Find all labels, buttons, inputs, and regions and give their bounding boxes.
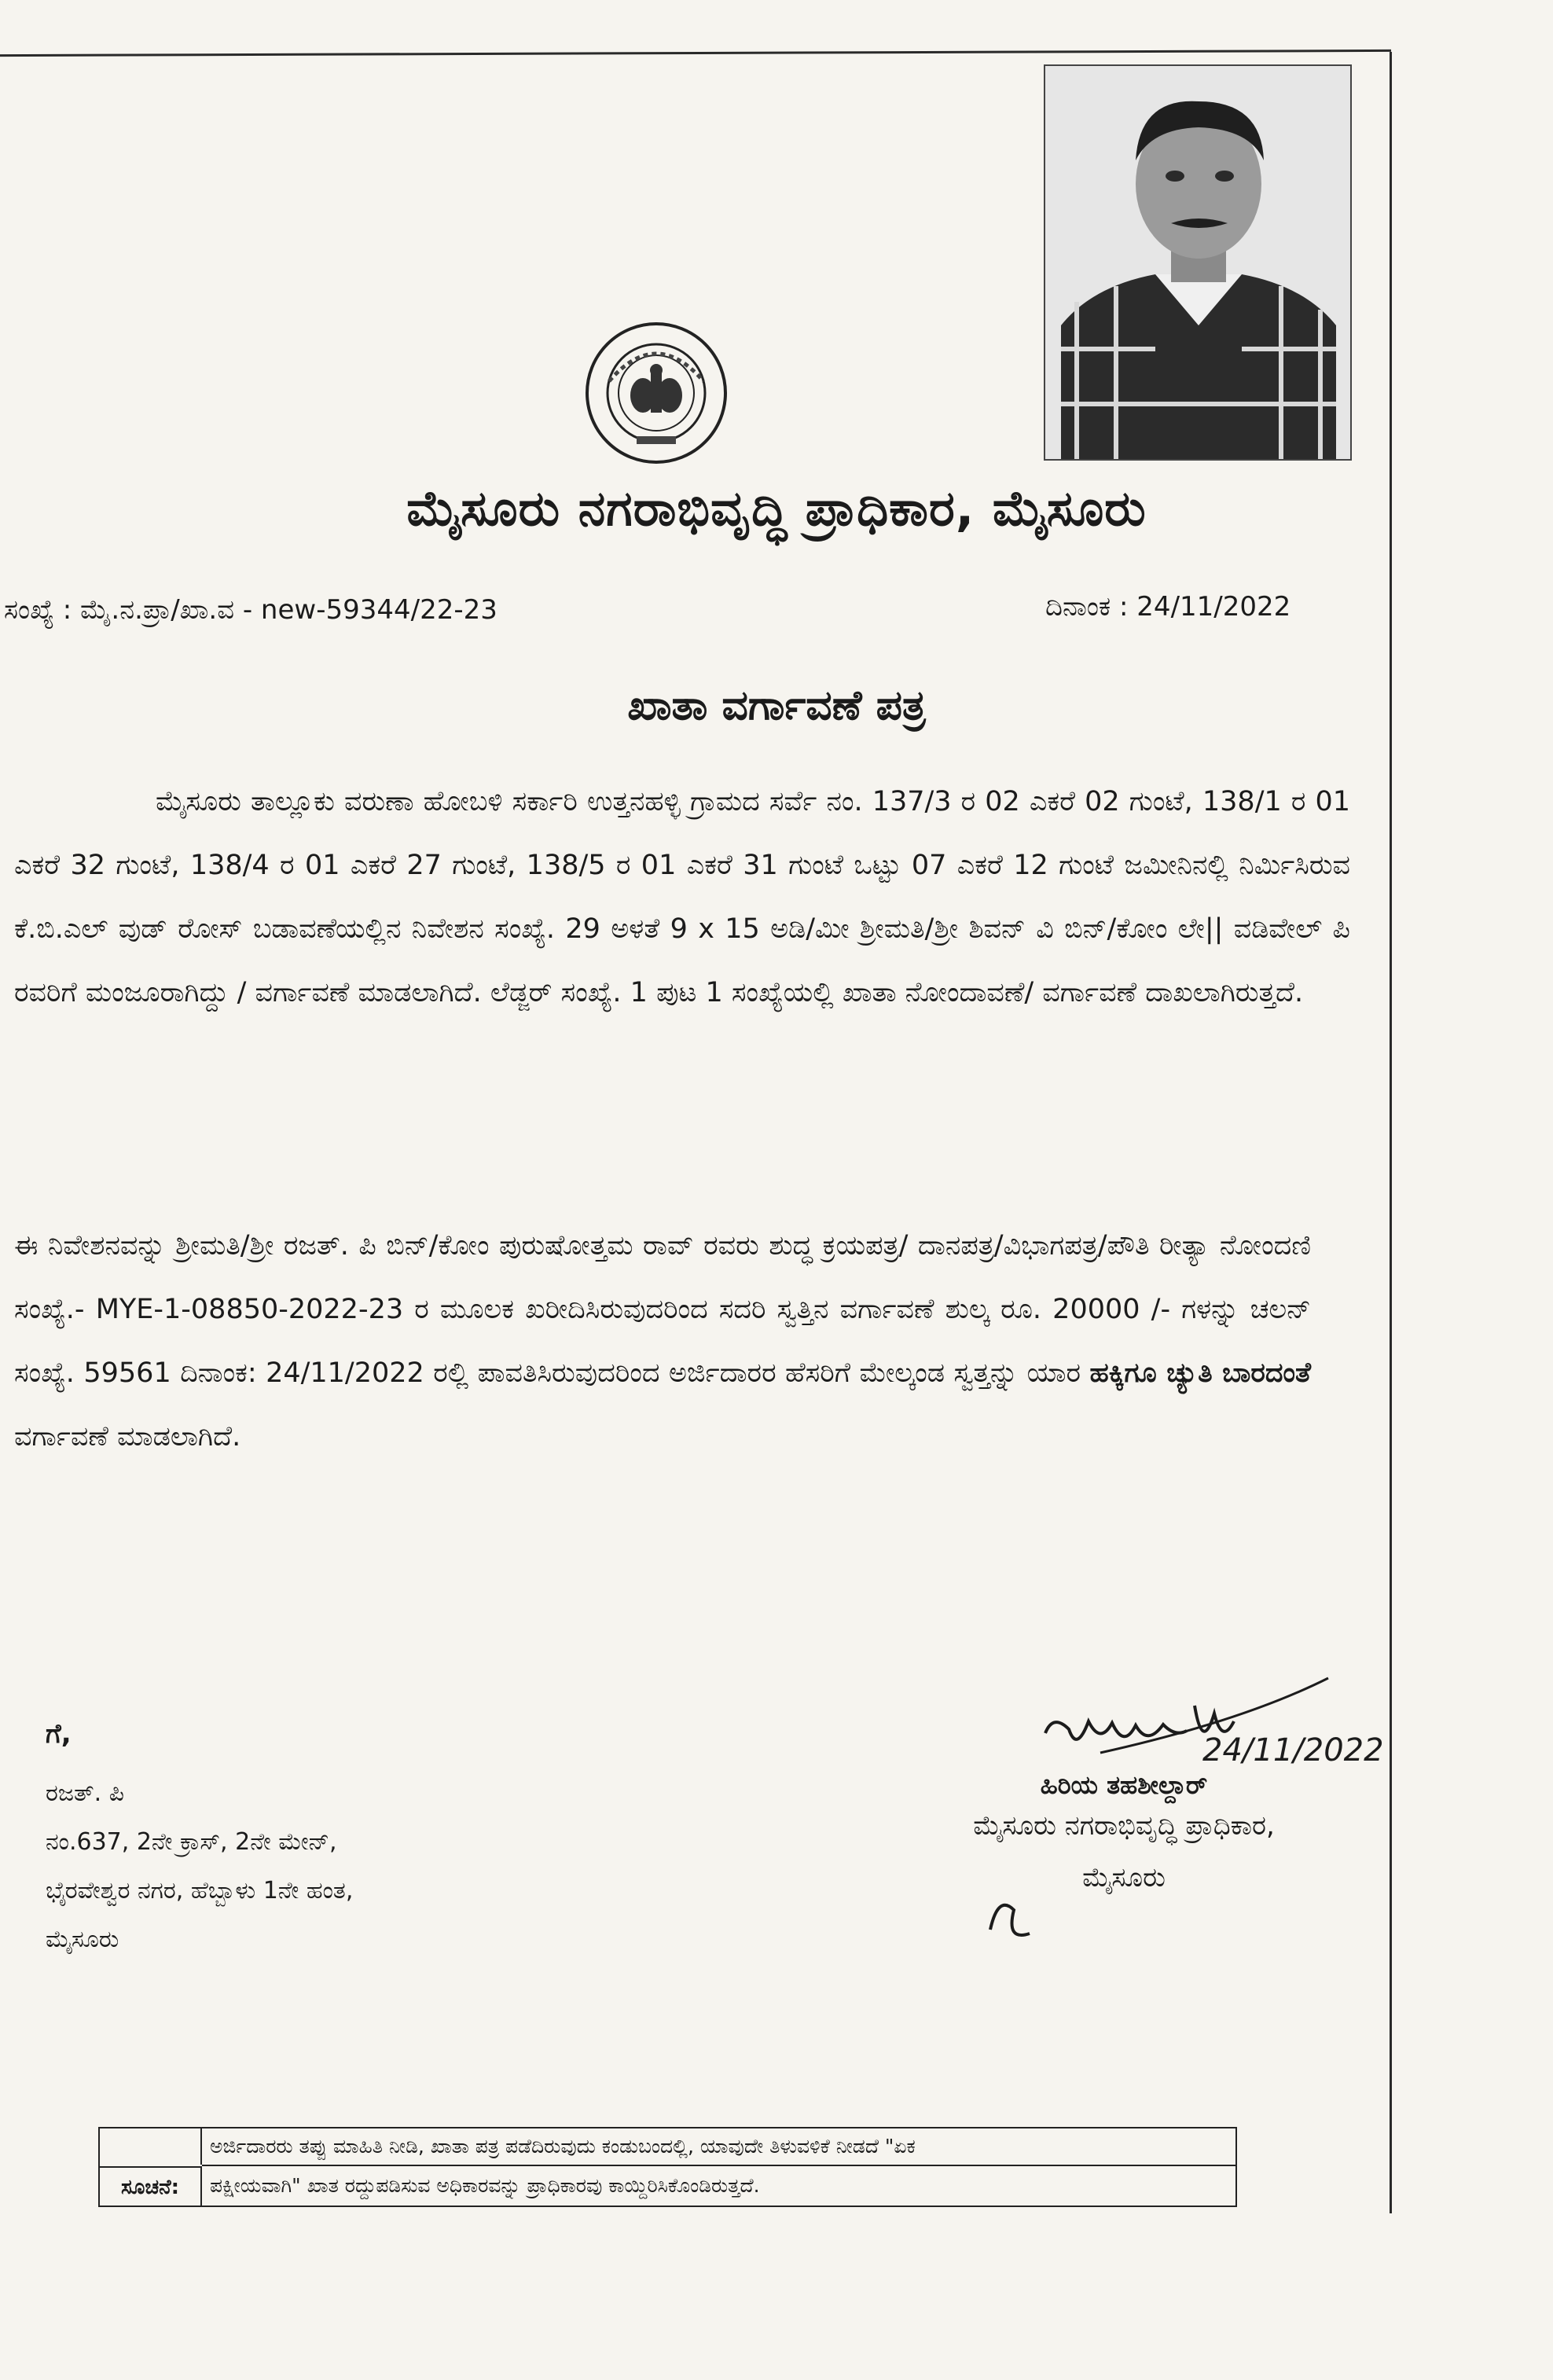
signatory-designation: ಹಿರಿಯ ತಹಶೀಲ್ದಾರ್ [1040, 1770, 1208, 1800]
body-paragraph-2-end: ವರ್ಗಾವಣೆ ಮಾಡಲಾಗಿದೆ. [14, 1421, 241, 1453]
notice-line-1: ಅರ್ಜಿದಾರರು ತಪ್ಪು ಮಾಹಿತಿ ನೀಡಿ, ಖಾತಾ ಪತ್ರ ಪಡೆದಿರುವುದು ಕಂಡುಬಂದಲ್ಲಿ, ಯಾವುದೇ ತಿಳುವಳಿಕೆ ನೀಡದೆ "ಏಕ [210, 2135, 916, 2158]
signatory-city: ಮೈಸೂರು [1082, 1862, 1166, 1893]
body-paragraph-1: ಮೈಸೂರು ತಾಲ್ಲೂಕು ವರುಣಾ ಹೋಬಳಿ ಸರ್ಕಾರಿ ಉತ್ತನಹಳ್ಳಿ ಗ್ರಾಮದ ಸರ್ವೆ ನಂ. 137/3 ರ 02 ಎಕರೆ 02 ಗುಂಟೆ, 138/1 ರ 01 ಎಕರೆ 32 ಗುಂಟೆ, 138/4 ರ 01 ಎಕರೆ 27 ಗುಂಟೆ, 138/5 ರ 01 ಎಕರೆ 31 ಗುಂಟೆ ಒಟ್ಟು 07 ಎಕರೆ 12 ಗುಂಟೆ ಜಮೀನಿನಲ್ಲಿ ನಿರ್ಮಿಸಿರುವ ಕೆ.ಬಿ.ಎಲ್ ವುಡ್ ರೋಸ್ ಬಡಾವಣೆಯಲ್ಲಿನ ನಿವೇಶನ ಸಂಖ್ಯೆ. 29 ಅಳತೆ 9 x 15 ಅಡಿ/ಮೀ ಶ್ರೀಮತಿ/ಶ್ರೀ ಶಿವನ್ ವಿ ಬಿನ್/ಕೋಂ ಲೇ|| ವಡಿವೇಲ್ ಪಿ ರವರಿಗೆ ಮಂಜೂರಾಗಿದ್ದು / ವರ್ಗಾವಣೆ ಮಾಡಲಾಗಿದೆ. ಲೆಡ್ಜರ್ ಸಂಖ್ಯೆ. 1 ಪುಟ 1 ಸಂಖ್ಯೆಯಲ್ಲಿ ಖಾತಾ ನೋಂದಾವಣೆ/ ವರ್ಗಾವಣೆ ದಾಖಲಾಗಿರುತ್ತದೆ. [14, 786, 1350, 1008]
recipient-name: ರಜತ್. ಪಿ [46, 1779, 124, 1807]
document-subject: ಖಾತಾ ವರ್ಗಾವಣೆ ಪತ್ರ [627, 682, 926, 729]
signature-date: 24/11/2022 [1202, 1732, 1384, 1768]
issue-date: ದಿನಾಂಕ : 24/11/2022 [1045, 591, 1291, 623]
body-paragraph-2-bold: ಹಕ್ಕಿಗೂ ಚ್ಯುತಿ ಬಾರದಂತೆ [1089, 1357, 1311, 1389]
notice-label-cell [100, 2128, 202, 2165]
signatory-authority: ಮೈಸೂರು ನಗರಾಭಿವೃದ್ಧಿ ಪ್ರಾಧಿಕಾರ, [973, 1810, 1275, 1842]
notice-label: ಸೂಚನೆ: [100, 2166, 202, 2207]
signatory-block [872, 1765, 1375, 1898]
top-border [0, 50, 1391, 57]
authority-title: ಮೈಸೂರು ನಗರಾಭಿವೃದ್ಧಿ ಪ್ರಾಧಿಕಾರ, ಮೈಸೂರು [406, 479, 1147, 537]
recipient-to: ಗೆ, [46, 1718, 72, 1750]
authority-seal [582, 318, 731, 468]
recipient-line-2: ಭೈರವೇಶ್ವರ ನಗರ, ಹೆಬ್ಬಾಳು 1ನೇ ಹಂತ, [46, 1877, 354, 1904]
body-paragraph-2 [14, 1214, 1311, 1469]
notice-line-2: ಪಕ್ಷೀಯವಾಗಿ" ಖಾತ ರದ್ದುಪಡಿಸುವ ಅಧಿಕಾರವನ್ನು ಪ್ರಾಧಿಕಾರವು ಕಾಯ್ದಿರಿಸಿಕೊಂಡಿರುತ್ತದೆ. [210, 2174, 760, 2197]
recipient-address [46, 1710, 353, 1964]
reference-number: ಸಂಖ್ಯೆ : ಮೈ.ನ.ಪ್ರಾ/ಖಾ.ವ - new-59344/22-23 [4, 594, 497, 626]
notice-divider [202, 2165, 1235, 2166]
notice-box [98, 2127, 1237, 2207]
recipient-line-3: ಮೈಸೂರು [46, 1926, 119, 1953]
recipient-line-1: ನಂ.637, 2ನೇ ಕ್ರಾಸ್, 2ನೇ ಮೇನ್, [46, 1828, 337, 1856]
applicant-photo [1044, 64, 1352, 461]
body-paragraph-2-text: ಈ ನಿವೇಶನವನ್ನು ಶ್ರೀಮತಿ/ಶ್ರೀ ರಜತ್. ಪಿ ಬಿನ್/ಕೋಂ ಪುರುಷೋತ್ತಮ ರಾವ್ ರವರು ಶುದ್ಧ ಕ್ರಯಪತ್ರ/ ದಾನಪತ್ರ/ವಿಭಾಗಪತ್ರ/ಪೌತಿ ರೀತ್ಯಾ ನೋಂದಣಿ ಸಂಖ್ಯೆ.- MYE-1-08850-2022-23 ರ ಮೂಲಕ ಖರೀದಿಸಿರುವುದರಿಂದ ಸದರಿ ಸ್ವತ್ತಿನ ವರ್ಗಾವಣೆ ಶುಲ್ಕ ರೂ. 20000 /- ಗಳನ್ನು ಚಲನ್ ಸಂಖ್ಯೆ. 59561 ದಿನಾಂಕ: 24/11/2022 ರಲ್ಲಿ ಪಾವತಿಸಿರುವುದರಿಂದ ಅರ್ಜಿದಾರರ ಹೆಸರಿಗೆ ಮೇಲ್ಕಂಡ ಸ್ವತ್ತನ್ನು ಯಾರ [14, 1230, 1311, 1389]
